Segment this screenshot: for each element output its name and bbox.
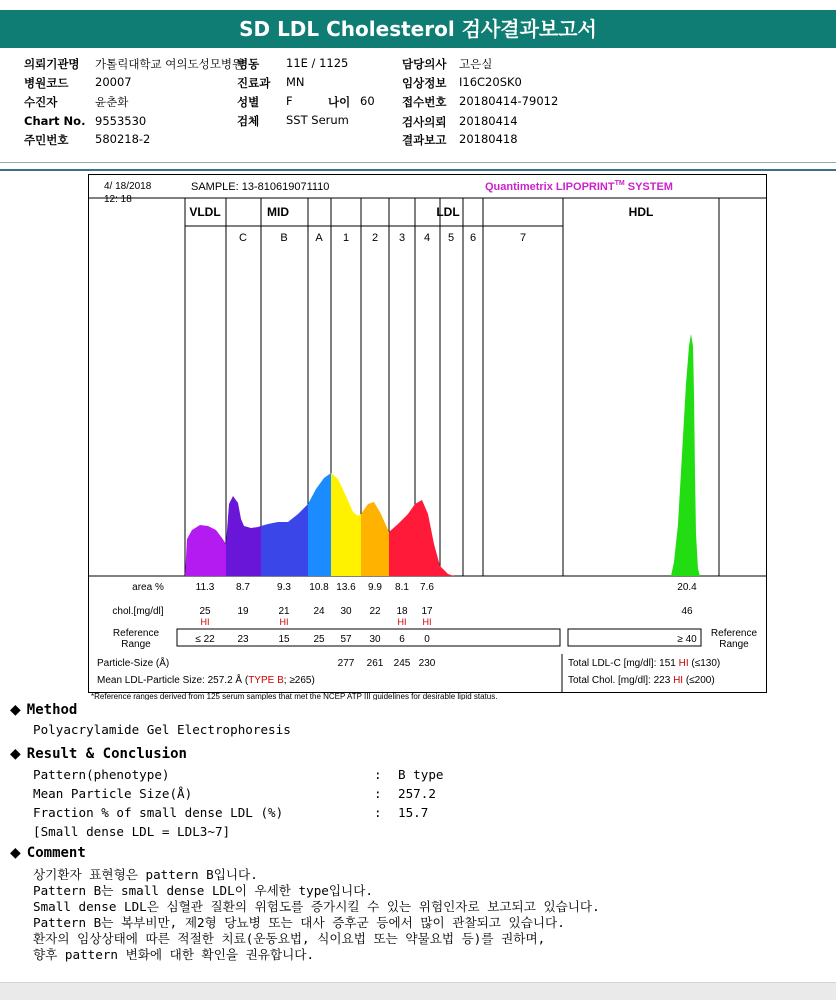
sex-label: 성별 <box>237 95 260 109</box>
mean-size-value: 257.2 <box>398 786 436 801</box>
area-value: 8.7 <box>236 582 250 593</box>
reference-value: 30 <box>369 634 381 645</box>
area-value: 7.6 <box>420 582 434 593</box>
diamond-icon: ◆ <box>10 746 21 762</box>
brand-name: Quantimetrix LIPOPRINT™ SYSTEM <box>485 180 673 193</box>
divider <box>0 162 836 163</box>
method-section <box>10 702 77 718</box>
footer-bar <box>0 982 836 1000</box>
chart-sample: SAMPLE: 13-810619071110 <box>191 181 330 193</box>
band-label: A <box>315 232 323 244</box>
specimen-value: SST Serum <box>286 113 349 127</box>
footnote: *Reference ranges derived from 125 serum samples that met the NCEP ATP III guidelines for desirable lipid status. <box>91 692 498 700</box>
sex-value: F <box>286 94 293 108</box>
area-value: 9.9 <box>368 582 382 593</box>
comment-line: Pattern B는 복부비만, 제2형 당뇨병 또는 대사 증후군 등에서 많이 관찰되고 있습니다. <box>33 915 565 930</box>
chol-label: chol.[mg/dl] <box>112 606 164 617</box>
particle-size-value: 277 <box>337 658 355 669</box>
band-label: 1 <box>342 232 350 244</box>
particle-size-value: 245 <box>393 658 411 669</box>
result-colon: : <box>374 786 382 801</box>
diamond-icon: ◆ <box>10 702 21 718</box>
band-label: C <box>239 232 247 244</box>
reference-value: 0 <box>424 634 430 645</box>
group-label: MID <box>267 205 289 219</box>
comment-line: Pattern B는 small dense LDL이 우세한 type입니다. <box>33 883 373 898</box>
chol-value: 24 <box>313 606 325 617</box>
ward-label: 병동 <box>237 57 260 71</box>
reference-label-hdl: Reference <box>710 628 758 639</box>
physician-value: 고은실 <box>459 57 493 71</box>
band-label: 3 <box>398 232 406 244</box>
result-section <box>10 746 187 762</box>
department-label: 진료과 <box>237 76 271 90</box>
chart-no-label: Chart No. <box>24 114 86 128</box>
age-value: 60 <box>360 94 375 108</box>
age-label: 나이 <box>328 95 351 109</box>
reference-value: 15 <box>278 634 290 645</box>
ward-value: 11E / 1125 <box>286 56 349 70</box>
method-heading: Method <box>26 702 78 718</box>
resident-no-value: 580218-2 <box>95 132 151 146</box>
result-colon: : <box>374 767 382 782</box>
result-colon: : <box>374 805 382 820</box>
area-value: 9.3 <box>277 582 291 593</box>
chol-value: 30 <box>340 606 352 617</box>
mean-size-label: Mean Particle Size(Å) <box>33 786 193 801</box>
chol-value: 22 <box>369 606 381 617</box>
area-value: 10.8 <box>309 582 329 593</box>
group-label: LDL <box>436 205 460 219</box>
request-date-value: 20180414 <box>459 114 518 128</box>
sdldl-fraction-label: Fraction % of small dense LDL (%) <box>33 805 284 820</box>
area-label: area % <box>132 582 164 593</box>
accession-no-value: 20180414-79012 <box>459 94 559 108</box>
lipoprint-chart-svg <box>88 174 768 700</box>
band-label: B <box>280 232 288 244</box>
comment-line: 환자의 임상상태에 따른 적절한 치료(운동요법, 식이요법 또는 약물요법 등)를 권하며, <box>33 931 546 946</box>
reference-label-hdl: Range <box>719 639 749 650</box>
patient-name-value: 윤춘화 <box>95 95 129 109</box>
hospital-code-label: 병원코드 <box>24 76 69 90</box>
reference-value: ≤ 22 <box>195 634 215 645</box>
band-label: 5 <box>447 232 455 244</box>
chol-value: 17 <box>421 606 433 617</box>
hospital-label: 의뢰기관명 <box>24 57 80 71</box>
reference-value: 25 <box>313 634 325 645</box>
hospital-code-value: 20007 <box>95 75 132 89</box>
area-value: 20.4 <box>677 582 697 593</box>
sdldl-fraction-value: 15.7 <box>398 805 429 820</box>
comment-section <box>10 845 86 861</box>
hospital-value: 가톨릭대학교 여의도성모병원 <box>95 57 244 71</box>
pattern-label: Pattern(phenotype) <box>33 767 170 782</box>
band-label: 6 <box>469 232 477 244</box>
area-value: 13.6 <box>336 582 356 593</box>
reference-value: 6 <box>399 634 405 645</box>
total-ldl-c: Total LDL-C [mg/dl]: 151 HI (≤130) <box>568 658 721 669</box>
comment-line: Small dense LDL은 심혈관 질환의 위험도를 증가시킬 수 있는 위험인자로 보고되고 있습니다. <box>33 899 600 914</box>
divider <box>0 169 836 171</box>
band-label: 7 <box>519 232 527 244</box>
reference-value: ≥ 40 <box>677 634 697 645</box>
chart-date: 4/ 18/2018 <box>104 181 152 192</box>
department-value: MN <box>286 75 305 89</box>
result-heading: Result & Conclusion <box>26 746 187 762</box>
mean-ldl-size: Mean LDL-Particle Size: 257.2 Å (TYPE B; ≥265) <box>97 675 315 686</box>
chol-value: 18 <box>396 606 408 617</box>
chart-no-value: 9553530 <box>95 114 147 128</box>
chol-value: 21 <box>278 606 290 617</box>
hi-flag: HI <box>200 617 210 627</box>
clinical-info-value: I16C20SK0 <box>459 75 522 89</box>
report-title: SD LDL Cholesterol 검사결과보고서 <box>0 10 836 48</box>
comment-line: 향후 pattern 변화에 대한 확인을 권유합니다. <box>33 947 315 962</box>
report-date-value: 20180418 <box>459 132 518 146</box>
particle-size-label: Particle-Size (Å) <box>97 658 170 669</box>
patient-name-label: 수진자 <box>24 95 58 109</box>
request-date-label: 검사의뢰 <box>402 115 447 129</box>
particle-size-value: 261 <box>366 658 384 669</box>
chol-value: 25 <box>199 606 211 617</box>
comment-line: 상기환자 표현형은 pattern B입니다. <box>33 867 258 882</box>
reference-value: 57 <box>340 634 352 645</box>
patient-info <box>0 54 836 164</box>
accession-no-label: 접수번호 <box>402 95 447 109</box>
total-chol: Total Chol. [mg/dl]: 223 HI (≤200) <box>568 675 715 686</box>
chol-value: 46 <box>681 606 693 617</box>
lipoprint-chart <box>88 174 768 700</box>
resident-no-label: 주민번호 <box>24 133 69 147</box>
band-label: 2 <box>371 232 379 244</box>
area-value: 8.1 <box>395 582 409 593</box>
diamond-icon: ◆ <box>10 845 21 861</box>
chol-value: 19 <box>237 606 249 617</box>
physician-label: 담당의사 <box>402 57 447 71</box>
hi-flag: HI <box>422 617 432 627</box>
clinical-info-label: 임상정보 <box>402 76 447 90</box>
hi-flag: HI <box>397 617 407 627</box>
band-label: 4 <box>423 232 431 244</box>
specimen-label: 검체 <box>237 114 260 128</box>
pattern-value: B type <box>398 767 444 782</box>
report-date-label: 결과보고 <box>402 133 447 147</box>
group-label: VLDL <box>189 205 221 219</box>
reference-value: 23 <box>237 634 249 645</box>
group-label: HDL <box>628 205 654 219</box>
hi-flag: HI <box>279 617 289 627</box>
particle-size-value: 230 <box>418 658 436 669</box>
sdldl-note: [Small dense LDL = LDL3~7] <box>33 824 231 839</box>
chart-time: 12: 18 <box>104 194 132 205</box>
method-text: Polyacrylamide Gel Electrophoresis <box>33 722 291 737</box>
reference-label: Range <box>121 639 151 650</box>
reference-label: Reference <box>112 628 160 639</box>
area-value: 11.3 <box>195 582 215 593</box>
comment-heading: Comment <box>26 845 86 861</box>
